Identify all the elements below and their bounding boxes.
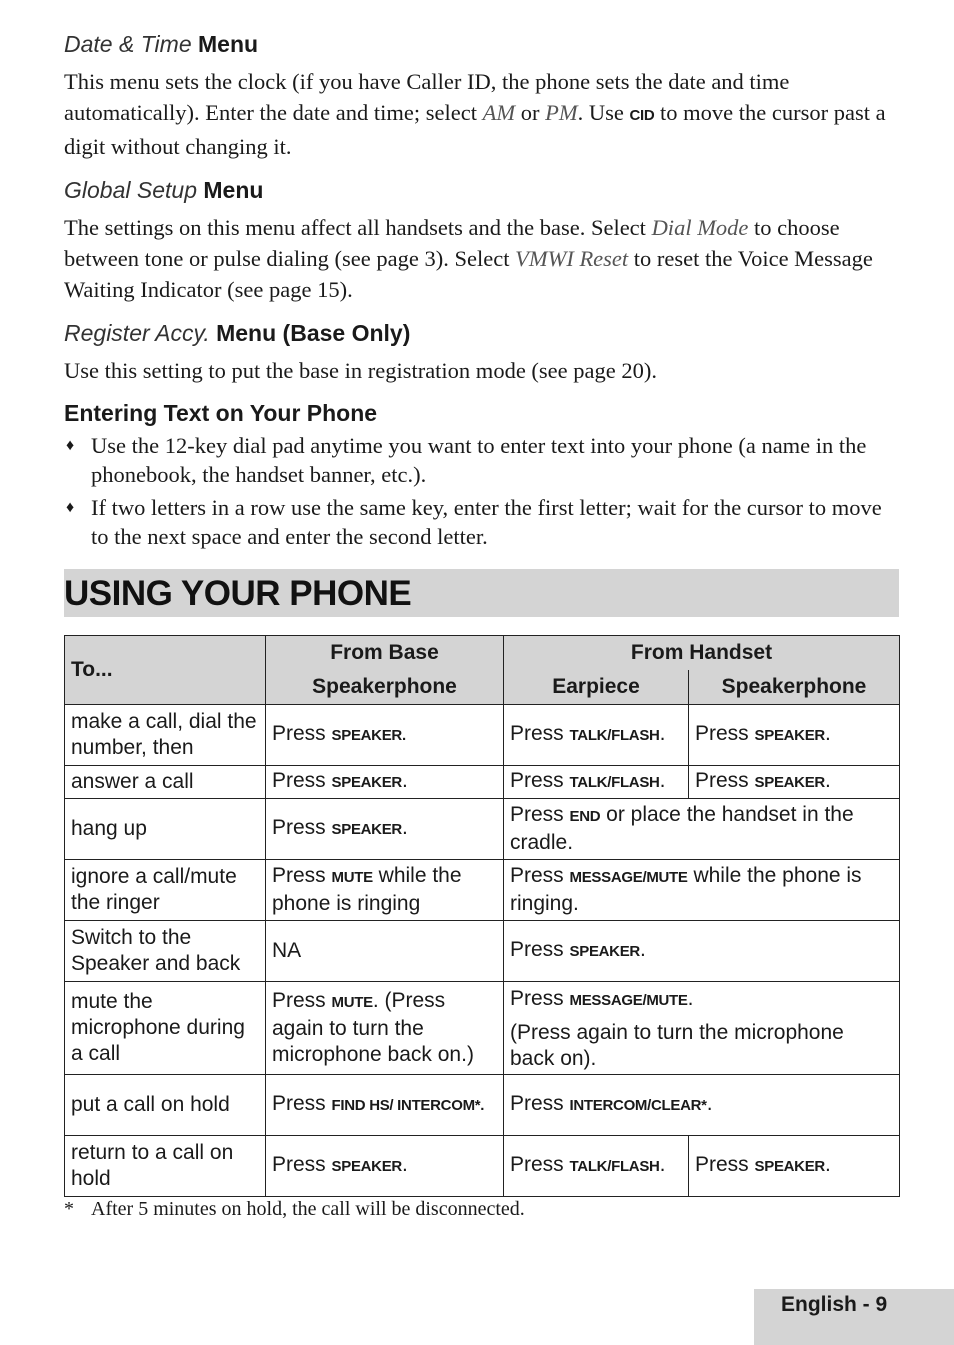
list-item: ♦ If two letters in a row use the same key, enter the first letter; wait for the cursor to move to the next space and enter the second letter. — [66, 494, 882, 549]
date-time-menu-heading: Date & Time Menu — [64, 31, 259, 57]
header-earpiece: Earpiece — [504, 670, 689, 705]
global-setup-menu-text: The settings on this menu affect all handsets and the base. Select Dial Mode to choose between tone or pulse dialing (see page 3). Select VMWI Reset to reset the Voice Message Waiting Indicator (see page 15). — [64, 214, 873, 302]
page-content — [64, 30, 899, 555]
cid-key: CID — [629, 106, 655, 124]
phone-operations-table — [64, 635, 900, 1197]
diamond-bullet-icon: ♦ — [66, 436, 75, 454]
entering-text-heading: Entering Text on Your Phone — [64, 399, 378, 426]
list-item: ♦ Use the 12-key dial pad anytime you want to enter text into your phone (a name in the phonebook, the handset banner, etc.). — [66, 432, 867, 487]
page-title: USING YOUR PHONE — [64, 574, 412, 613]
table-row: put a call on hold Press FIND HS/ INTERCOM*. Press INTERCOM/CLEAR*. — [65, 1075, 900, 1136]
table-footnote: * After 5 minutes on hold, the call will be disconnected. — [64, 1198, 525, 1220]
register-accy-menu-heading: Register Accy. Menu (Base Only) — [64, 319, 411, 346]
table-header-row — [65, 636, 900, 671]
register-accy-menu-text: Use this setting to put the base in registration mode (see page 20). — [64, 357, 657, 383]
header-from-base: From Base — [266, 636, 504, 671]
date-time-menu-text: This menu sets the clock (if you have Caller ID, the phone sets the date and time automatically). Enter the date and time; select AM or PM. Use CID to move the cursor past a digit without changing it. — [64, 68, 886, 159]
header-from-handset: From Handset — [504, 636, 900, 671]
table-row: hang up Press SPEAKER. Press END or place the handset in the cradle. — [65, 799, 900, 860]
global-setup-menu-heading: Global Setup Menu — [64, 176, 264, 203]
page-number-tab — [754, 1289, 954, 1345]
header-base-speakerphone: Speakerphone — [266, 670, 504, 705]
table-row: make a call, dial the number, then Press SPEAKER. Press TALK/FLASH. Press SPEAKER. — [65, 705, 900, 766]
table-row: mute the microphone during a call Press MUTE. (Press again to turn the microphone back on.) Press MESSAGE/MUTE. (Press again to turn the microphone back on). — [65, 982, 900, 1075]
table-row: ignore a call/mute the ringer Press MUTE while the phone is ringing Press MESSAGE/MUTE while the phone is ringing. — [65, 860, 900, 921]
header-handset-speakerphone: Speakerphone — [689, 670, 900, 705]
table-row: Switch to the Speaker and back NA Press SPEAKER. — [65, 921, 900, 982]
table-row: return to a call on hold Press SPEAKER. Press TALK/FLASH. Press SPEAKER. — [65, 1136, 900, 1197]
table-row: answer a call Press SPEAKER. Press TALK/FLASH. Press SPEAKER. — [65, 766, 900, 799]
page-number: English - 9 — [781, 1293, 888, 1316]
header-to: To... — [65, 636, 266, 705]
diamond-bullet-icon: ♦ — [66, 498, 75, 516]
section-banner — [64, 569, 899, 617]
